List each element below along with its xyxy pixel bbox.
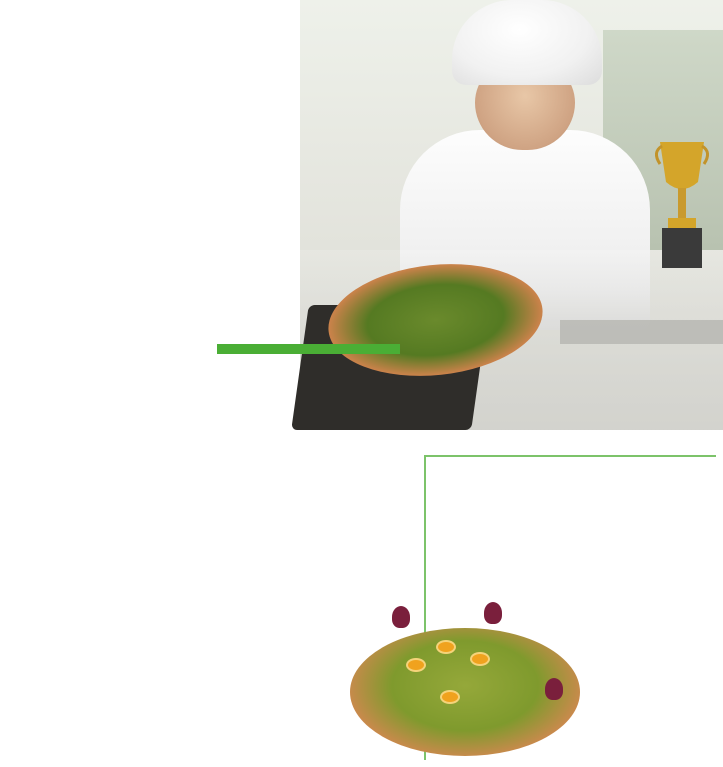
- hibiscus-flower: [392, 606, 410, 628]
- yolk-decoration: [406, 658, 426, 672]
- recipe-composition-side: [512, 592, 712, 662]
- trophy-icon: [652, 130, 712, 270]
- yolk-decoration: [470, 652, 490, 666]
- counter-bar: [560, 320, 723, 344]
- recipe-composition-top: [438, 530, 714, 592]
- hibiscus-flower: [545, 678, 563, 700]
- article-column-1: [21, 342, 209, 350]
- photo-caption: [217, 344, 400, 354]
- yolk-decoration: [440, 690, 460, 704]
- yolk-decoration: [436, 640, 456, 654]
- chef-hat: [452, 0, 602, 85]
- hibiscus-flower: [484, 602, 502, 624]
